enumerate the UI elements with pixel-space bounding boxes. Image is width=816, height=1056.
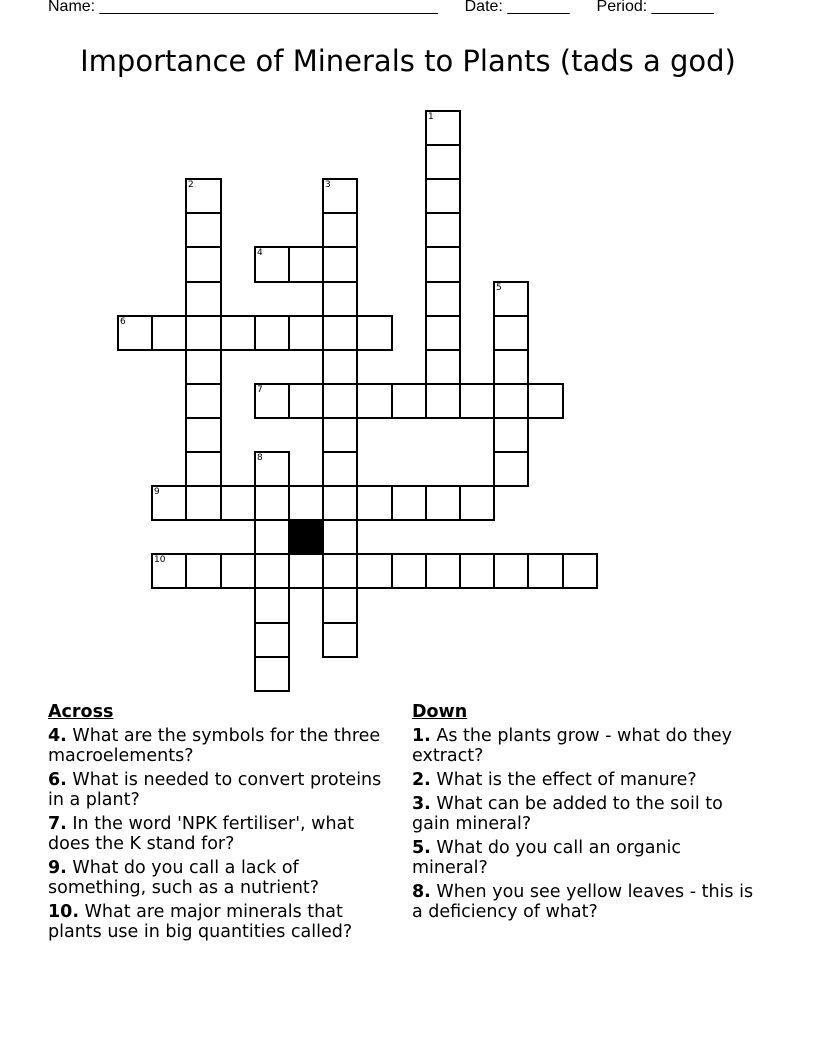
- clue-number: 8: [257, 453, 263, 463]
- clue-number: 3: [325, 180, 331, 190]
- crossword-cell[interactable]: [493, 553, 529, 589]
- clue-across-6: 6. What is needed to convert proteins in a plant?: [48, 770, 382, 810]
- clue-across-7: 7. In the word 'NPK fertiliser', what does the K stand for?: [48, 814, 355, 854]
- crossword-cell[interactable]: [220, 553, 256, 589]
- crossword-cell[interactable]: [425, 383, 461, 419]
- crossword-cell[interactable]: [493, 349, 529, 385]
- clue-down-5: 5. What do you call an organic mineral?: [412, 838, 682, 878]
- clue-across-9: 9. What do you call a lack of something, such as a nutrient?: [48, 858, 320, 898]
- period-field[interactable]: Period: _______: [596, 0, 714, 15]
- crossword-cell[interactable]: [425, 144, 461, 180]
- crossword-cell[interactable]: [493, 315, 529, 351]
- crossword-cell[interactable]: [425, 281, 461, 317]
- crossword-cell[interactable]: [425, 246, 461, 283]
- header-fields: [48, 0, 714, 16]
- page-title: Importance of Minerals to Plants (tads a god): [80, 44, 736, 78]
- down-heading: Down: [412, 702, 468, 722]
- crossword-cell[interactable]: [425, 485, 461, 521]
- clue-number: 1: [428, 112, 434, 122]
- crossword-cell[interactable]: [185, 417, 222, 453]
- crossword-cell[interactable]: [288, 485, 324, 521]
- crossword-cell[interactable]: [425, 315, 461, 351]
- clue-across-10: 10. What are major minerals that plants use in big quantities called?: [48, 902, 353, 942]
- clue-number: 4: [257, 248, 263, 258]
- clue-down-8: 8. When you see yellow leaves - this is a deficiency of what?: [412, 882, 754, 922]
- crossword-cell[interactable]: [322, 417, 358, 453]
- clue-number: 5: [496, 283, 502, 293]
- crossword-cell[interactable]: [185, 383, 222, 419]
- crossword-cell[interactable]: [322, 246, 358, 283]
- crossword-cell[interactable]: [356, 383, 393, 419]
- crossword-cell[interactable]: [288, 315, 324, 351]
- crossword-cell[interactable]: [254, 622, 290, 658]
- date-field[interactable]: Date: _______: [464, 0, 570, 15]
- across-clues: [48, 702, 398, 946]
- crossword-cell[interactable]: [425, 110, 461, 146]
- crossword-cell[interactable]: [356, 485, 393, 521]
- crossword-cell[interactable]: [185, 212, 222, 248]
- crossword-cell[interactable]: [220, 485, 256, 521]
- crossword-cell[interactable]: [185, 178, 222, 214]
- blocked-cell: [288, 519, 324, 555]
- clue-down-1: 1. As the plants grow - what do they extract?: [412, 726, 733, 766]
- crossword-cell[interactable]: [493, 417, 529, 453]
- crossword-cell[interactable]: [425, 553, 461, 589]
- crossword-cell[interactable]: [185, 349, 222, 385]
- crossword-cell[interactable]: [322, 315, 358, 351]
- across-heading: Across: [48, 702, 114, 722]
- crossword-cell[interactable]: [151, 553, 187, 589]
- crossword-cell[interactable]: [562, 553, 598, 589]
- crossword-cell[interactable]: [288, 383, 324, 419]
- clue-across-4: 4. What are the symbols for the three macroelements?: [48, 726, 381, 766]
- crossword-cell[interactable]: [322, 451, 358, 487]
- crossword-cell[interactable]: [151, 315, 187, 351]
- crossword-cell[interactable]: [322, 485, 358, 521]
- crossword-cell[interactable]: [527, 383, 564, 419]
- crossword-cell[interactable]: [322, 553, 358, 589]
- crossword-cell[interactable]: [254, 315, 290, 351]
- crossword-cell[interactable]: [254, 519, 290, 555]
- crossword-cell[interactable]: [185, 281, 222, 317]
- crossword-cell[interactable]: [493, 383, 529, 419]
- crossword-cell[interactable]: [254, 451, 290, 487]
- crossword-cell[interactable]: [185, 315, 222, 351]
- crossword-cell[interactable]: [391, 383, 427, 419]
- crossword-cell[interactable]: [527, 553, 564, 589]
- clue-down-2: 2. What is the effect of manure?: [412, 770, 697, 790]
- crossword-cell[interactable]: [322, 178, 358, 214]
- crossword-cell[interactable]: [322, 281, 358, 317]
- crossword-cell[interactable]: [151, 485, 187, 521]
- crossword-cell[interactable]: [459, 383, 495, 419]
- crossword-cell[interactable]: [322, 349, 358, 385]
- crossword-cell[interactable]: [254, 383, 290, 419]
- crossword-cell[interactable]: [356, 553, 393, 589]
- crossword-cell[interactable]: [185, 485, 222, 521]
- crossword-cell[interactable]: [493, 451, 529, 487]
- crossword-cell[interactable]: [254, 656, 290, 692]
- clue-down-3: 3. What can be added to the soil to gain mineral?: [412, 794, 723, 834]
- crossword-cell[interactable]: [459, 553, 495, 589]
- crossword-cell[interactable]: [254, 485, 290, 521]
- name-field[interactable]: Name: ______________________________________: [48, 0, 438, 15]
- crossword-cell[interactable]: [254, 553, 290, 589]
- crossword-cell[interactable]: [425, 178, 461, 214]
- clue-number: 2: [188, 180, 194, 190]
- crossword-cell[interactable]: [185, 246, 222, 283]
- clue-number: 9: [154, 487, 160, 497]
- crossword-cell[interactable]: [117, 315, 153, 351]
- clue-number: 6: [120, 317, 126, 327]
- crossword-cell[interactable]: [425, 349, 461, 385]
- crossword-cell[interactable]: [322, 587, 358, 624]
- clue-number: 7: [257, 385, 263, 395]
- crossword-cell[interactable]: [391, 485, 427, 521]
- crossword-cell[interactable]: [185, 553, 222, 589]
- crossword-cell[interactable]: [322, 622, 358, 658]
- crossword-cell[interactable]: [391, 553, 427, 589]
- crossword-cell[interactable]: [322, 519, 358, 555]
- crossword-cell[interactable]: [185, 451, 222, 487]
- crossword-cell[interactable]: [459, 485, 495, 521]
- crossword-cell[interactable]: [322, 383, 358, 419]
- crossword-cell[interactable]: [288, 553, 324, 589]
- down-clues: [412, 702, 762, 926]
- crossword-cell[interactable]: [322, 212, 358, 248]
- crossword-cell[interactable]: [254, 587, 290, 624]
- crossword-cell[interactable]: [356, 315, 393, 351]
- crossword-cell[interactable]: [493, 281, 529, 317]
- clue-number: 10: [154, 555, 166, 565]
- crossword-cell[interactable]: [425, 212, 461, 248]
- crossword-cell[interactable]: [288, 246, 324, 283]
- crossword-cell[interactable]: [220, 315, 256, 351]
- crossword-cell[interactable]: [254, 246, 290, 283]
